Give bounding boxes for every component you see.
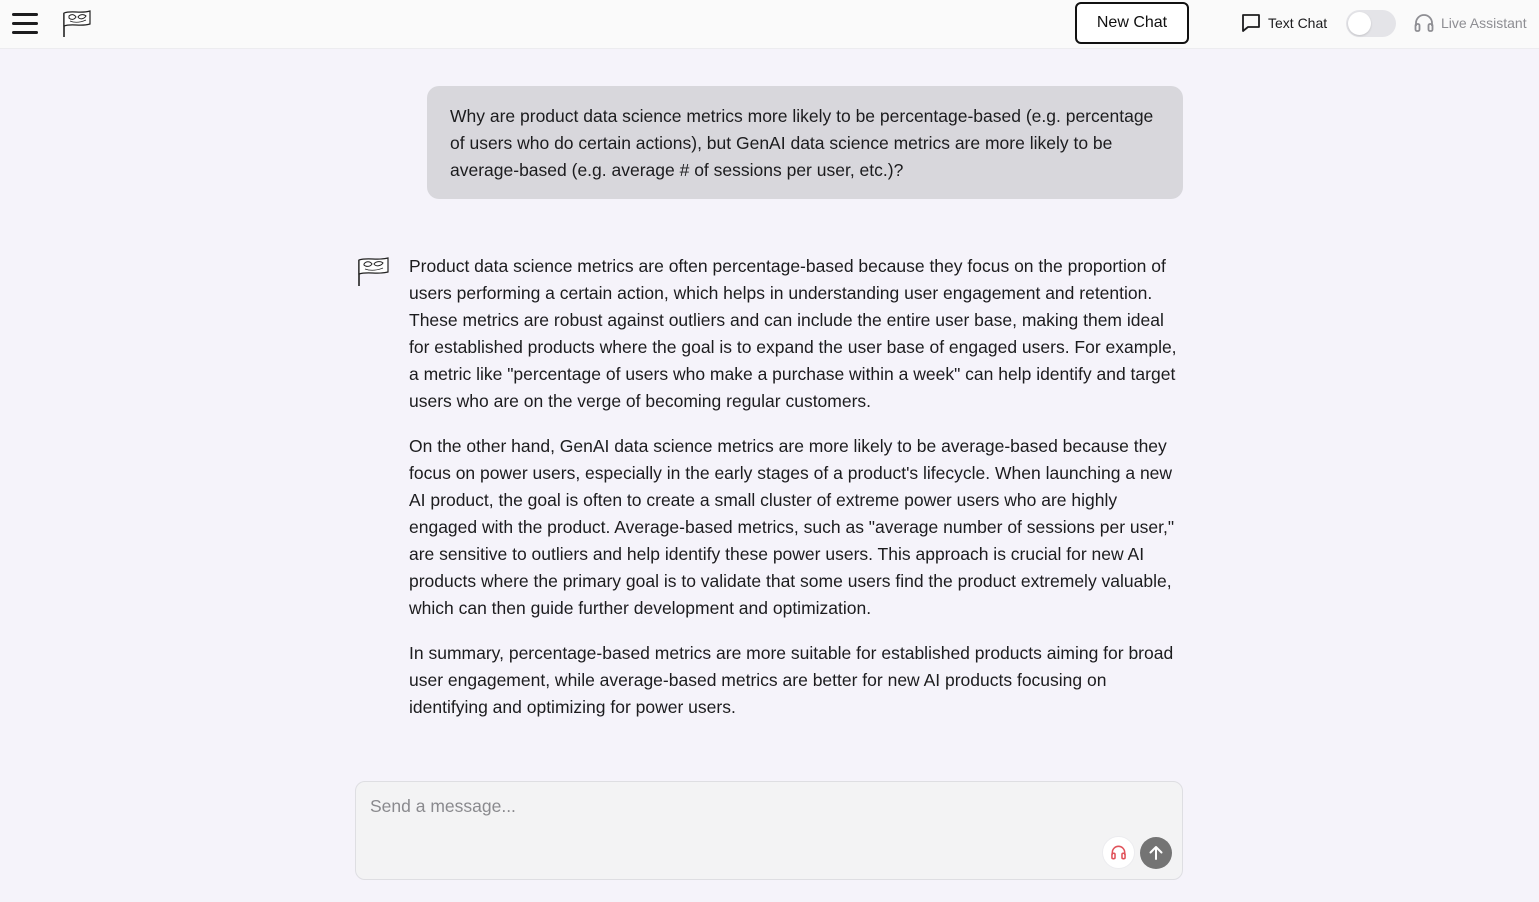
live-assistant-tab[interactable] <box>1413 12 1527 34</box>
assistant-message <box>409 253 1187 739</box>
toggle-knob <box>1348 12 1371 35</box>
assistant-paragraph: Product data science metrics are often percentage-based because they focus on the proportion of users performing a certain action, which helps in understanding user engagement and retention. These metrics are robust against outliers and can include the entire user base, making them ideal for established products where the goal is to expand the user base of engaged users. For example, a metric like "percentage of users who make a purchase within a week" can help identify and target users who are on the verge of becoming regular customers. <box>409 256 1177 411</box>
assistant-paragraph: On the other hand, GenAI data science metrics are more likely to be average-based because they focus on power users, especially in the early stages of a product's lifecycle. When launching a new AI product, the goal is often to create a small cluster of extreme power users who are highly engaged with the product. Average-based metrics, such as "average number of sessions per user," are sensitive to outliers and help identify these power users. This approach is crucial for new AI products where the primary goal is to validate that some users find the product extremely valuable, which can then guide further development and optimization. <box>409 436 1175 618</box>
message-composer <box>355 781 1183 880</box>
mode-toggle[interactable] <box>1346 10 1396 37</box>
assistant-paragraph: In summary, percentage-based metrics are more suitable for established products aiming for broad user engagement, while average-based metrics are better for new AI products focusing on identifying and optimizing for power users. <box>409 643 1174 717</box>
assistant-avatar-icon <box>356 255 390 289</box>
top-bar <box>0 0 1539 49</box>
send-button[interactable] <box>1140 837 1172 869</box>
voice-assistant-button[interactable] <box>1102 836 1135 869</box>
new-chat-button[interactable]: New Chat <box>1075 2 1189 44</box>
mask-flag-logo-icon[interactable] <box>62 8 92 38</box>
text-chat-tab[interactable] <box>1240 12 1327 34</box>
menu-icon[interactable] <box>12 11 38 35</box>
headset-icon <box>1110 844 1127 861</box>
headset-icon <box>1413 12 1435 34</box>
text-chat-label: Text Chat <box>1268 15 1328 31</box>
message-input[interactable] <box>370 792 1150 820</box>
arrow-up-icon <box>1147 844 1165 862</box>
user-message: Why are product data science metrics more likely to be percentage-based (e.g. percentage of users who do certain actions), but GenAI data science metrics are more likely to be average-based (e.g. average # of sessions per user, etc.)? <box>427 86 1183 199</box>
chat-bubble-icon <box>1240 12 1262 34</box>
live-assistant-label: Live Assistant <box>1441 15 1527 31</box>
